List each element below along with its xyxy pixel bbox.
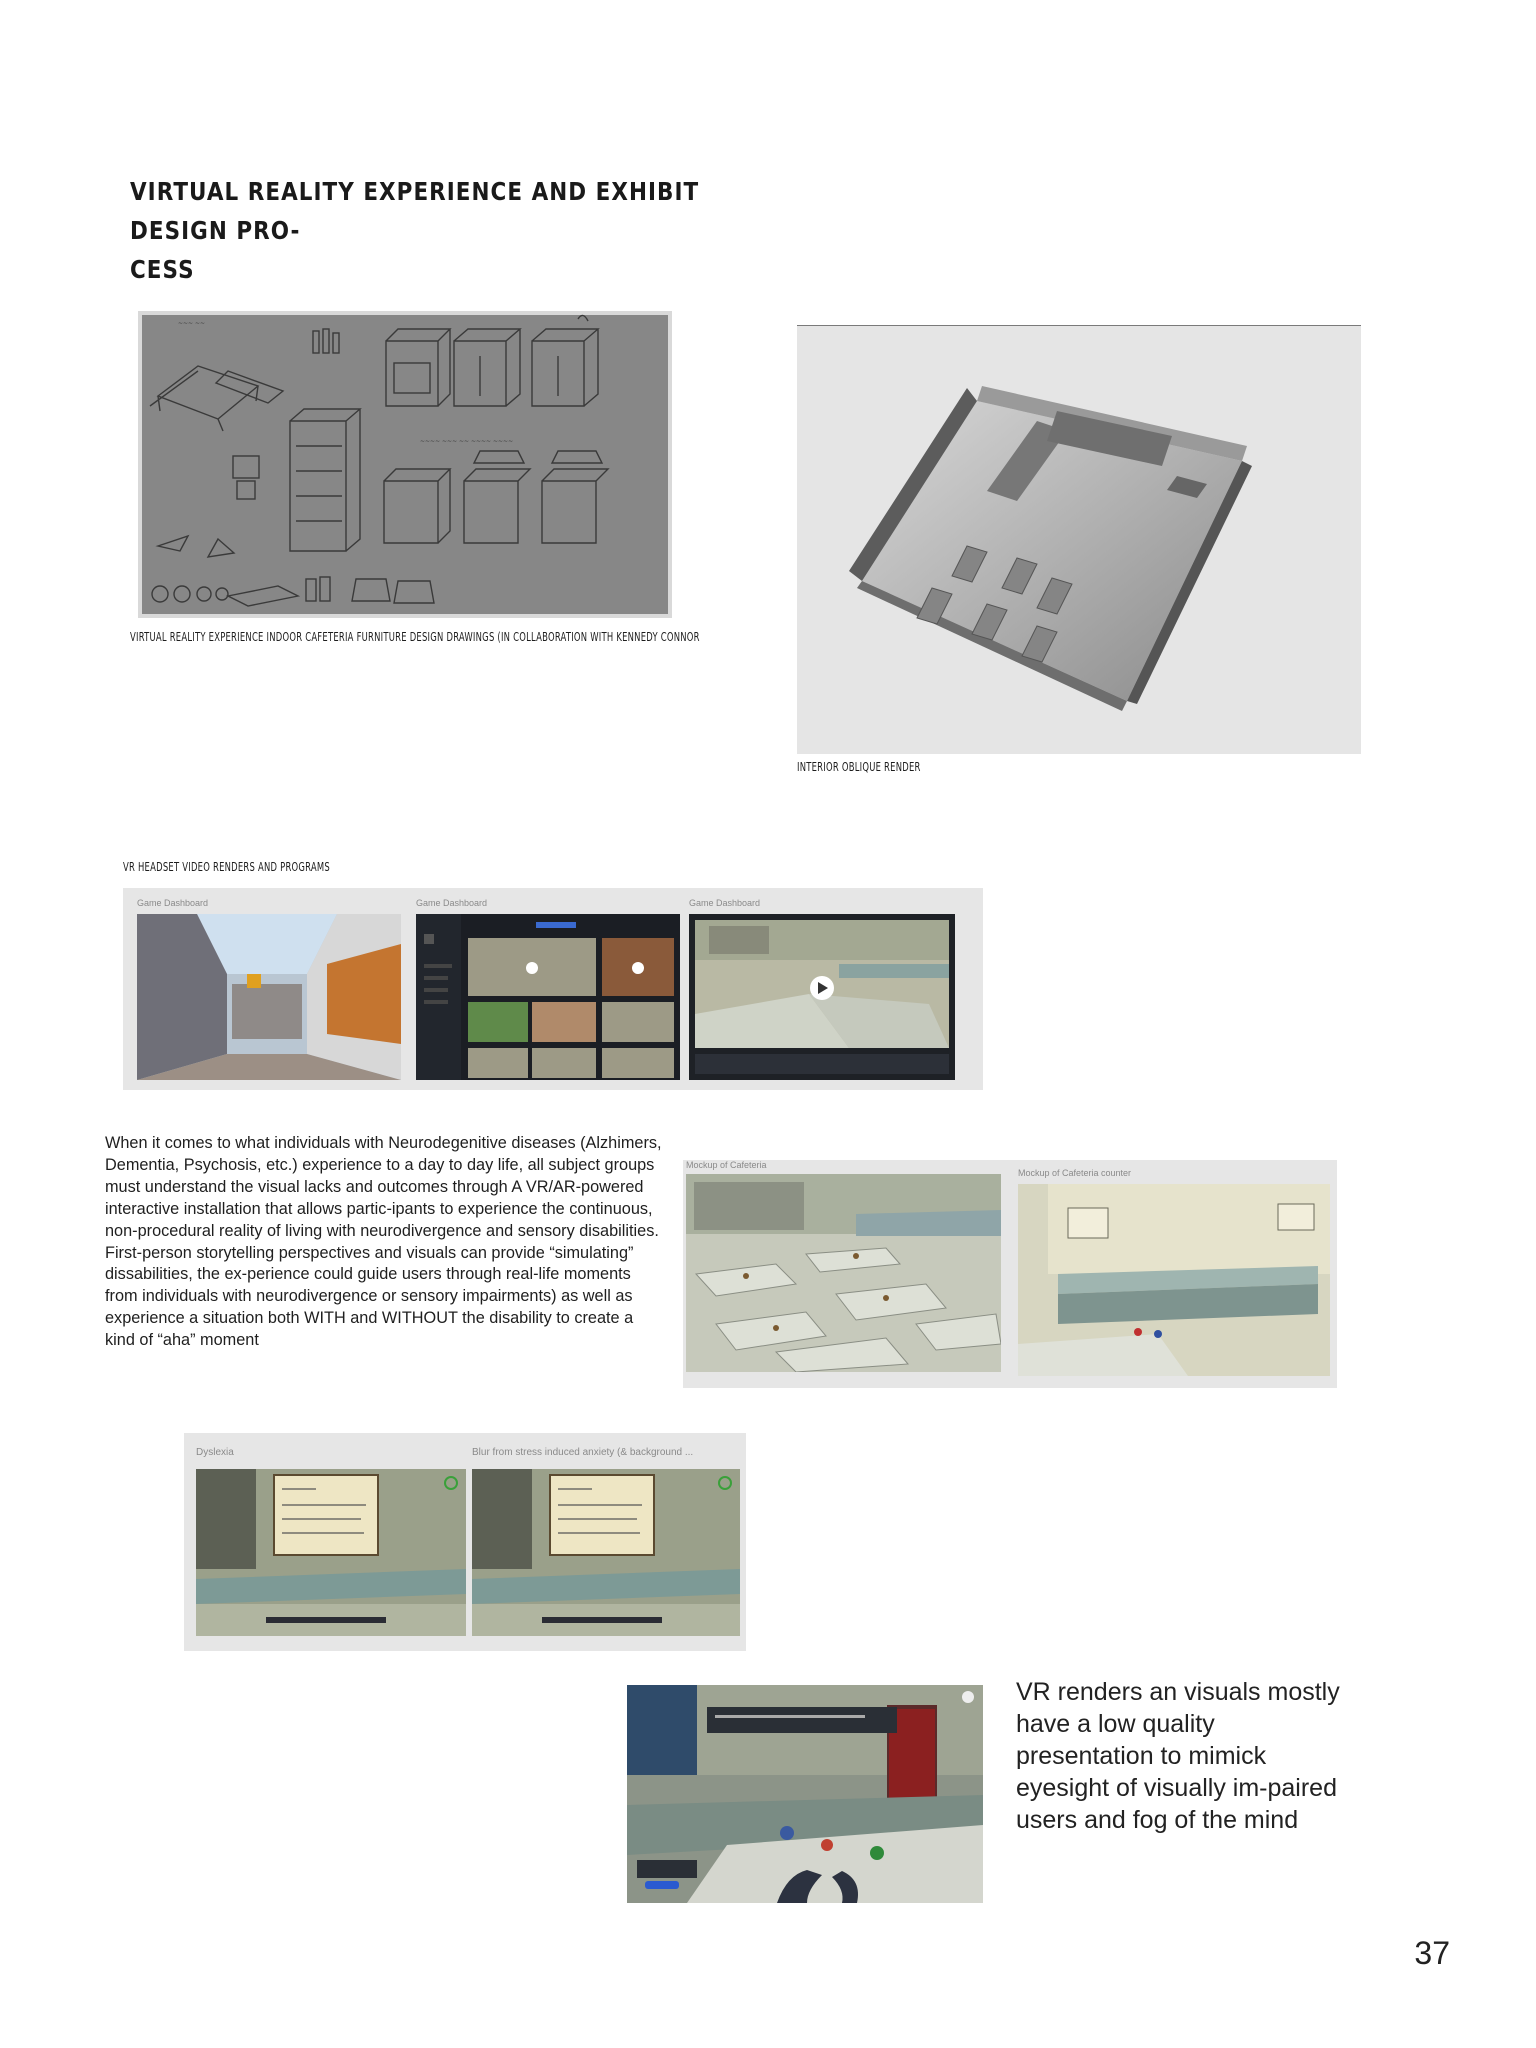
svg-text:~~~~ ~~~ ~~ ~~~~ ~~~~: ~~~~ ~~~ ~~ ~~~~ ~~~~ (420, 438, 514, 445)
atrium-render (137, 914, 401, 1080)
mockup-panel-group (683, 1160, 1337, 1388)
side-paragraph: VR renders an visuals mostly have a low quality presentation to mimick eyesight of visually im-paired users and fog of the mind (1016, 1678, 1340, 1834)
mockup-label-2: Mockup of Cafeteria counter (1018, 1168, 1132, 1178)
svg-text:~~~ ~~: ~~~ ~~ (178, 320, 206, 327)
title-line-2: CESS (130, 255, 195, 284)
sketch-caption: VIRTUAL REALITY EXPERIENCE INDOOR CAFETERIA FURNITURE DESIGN DRAWINGS (IN COLLABORATION WITH KENNEDY CONNOR (130, 630, 700, 644)
panel-label-3: Game Dashboard (689, 898, 761, 908)
oblique-caption: INTERIOR OBLIQUE RENDER (797, 760, 921, 774)
dashboard-app-render (416, 914, 680, 1080)
anxiety-blur-render (472, 1469, 740, 1636)
cafeteria-mockup-render (686, 1174, 1001, 1372)
cafeteria-counter-mockup-render (1018, 1184, 1330, 1376)
panel-label-2: Game Dashboard (416, 898, 488, 908)
anxiety-blur-label: Blur from stress induced anxiety (& background ... (472, 1447, 694, 1458)
headset-panel-group (123, 888, 983, 1090)
page-title (130, 172, 732, 289)
low-quality-vr-render (627, 1685, 983, 1903)
body-paragraph: When it comes to what individuals with Neurodegenitive diseases (Alzhimers, Dementia, Psychosis, etc.) experience to a day to day life, all subject groups must understand the visual lacks and outcomes through A VR/AR-powered interactive installation that allows partic-ipants to experience the continuous, non-procedural reality of living with neurodivergence and sensory disabilities. First-person storytelling perspectives and visuals can provide “simulating” dissabilities, the ex-perience could guide users through real-life moments from individuals with neurodivergence or sensory impairments) as well as experience a situation both WITH and WITHOUT the disability to create a kind of “aha” moment (105, 1134, 662, 1350)
cafeteria-preview-render (689, 914, 955, 1080)
title-line-1: VIRTUAL REALITY EXPERIENCE AND EXHIBIT DESIGN PRO- (130, 177, 700, 245)
headset-caption: VR HEADSET VIDEO RENDERS AND PROGRAMS (123, 860, 330, 874)
dyslexia-render (196, 1469, 466, 1636)
dyslexia-label: Dyslexia (196, 1447, 234, 1458)
panel-label-1: Game Dashboard (137, 898, 209, 908)
furniture-sketch-image (138, 311, 672, 618)
oblique-render-image (797, 325, 1361, 754)
page-number: 37 (1414, 1935, 1450, 1971)
disability-panel-group (184, 1433, 746, 1651)
mockup-label-1: Mockup of Cafeteria (686, 1160, 767, 1170)
